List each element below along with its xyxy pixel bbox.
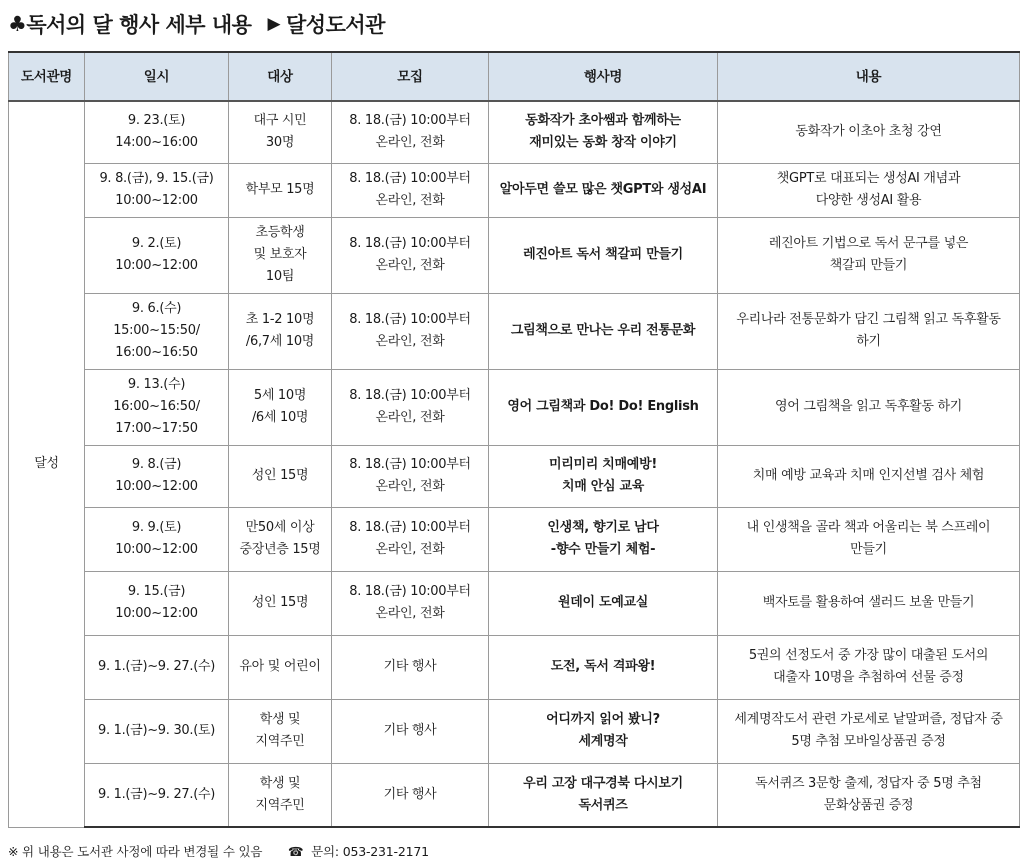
library-name-cell: 달성 — [9, 101, 85, 827]
recruit-cell-text: 기타 행사 — [383, 723, 437, 738]
event-name-cell — [489, 369, 718, 445]
date-cell — [85, 163, 229, 217]
event-name-cell — [489, 635, 718, 699]
target-cell — [229, 217, 332, 293]
event-name-cell — [489, 507, 718, 571]
table-row — [9, 101, 1020, 163]
date-cell — [85, 571, 229, 635]
content-cell — [718, 101, 1020, 163]
content-cell — [718, 507, 1020, 571]
header-event: 행사명 — [489, 52, 718, 101]
footnote-note: ※ 위 내용은 도서관 사정에 따라 변경될 수 있음 — [8, 844, 263, 859]
event-name-cell-text: 동화작가 초아쌤과 함께하는 재미있는 동화 창작 이야기 — [525, 113, 681, 151]
date-cell-text: 9. 9.(토) 10:00~12:00 — [115, 520, 198, 557]
event-name-cell-text: 도전, 독서 격파왕! — [550, 659, 656, 674]
recruit-cell — [332, 217, 489, 293]
event-name-cell — [489, 217, 718, 293]
content-cell-text: 백자토를 활용하여 샐러드 보울 만들기 — [762, 595, 975, 610]
content-cell-text: 챗GPT로 대표되는 생성AI 개념과 다양한 생성AI 활용 — [776, 171, 961, 208]
target-cell-text: 성인 15명 — [251, 595, 309, 610]
recruit-cell-text: 기타 행사 — [383, 786, 437, 802]
recruit-cell-text: 8. 18.(금) 10:00부터 온라인, 전화 — [349, 312, 471, 349]
event-name-cell-text: 영어 그림책과 Do! Do! English — [507, 399, 699, 414]
date-cell-text: 9. 1.(금)~9. 30.(토) — [97, 723, 216, 738]
recruit-cell — [332, 163, 489, 217]
recruit-cell — [332, 635, 489, 699]
recruit-cell — [332, 763, 489, 827]
date-cell — [85, 369, 229, 445]
content-cell — [718, 763, 1020, 827]
target-cell — [229, 369, 332, 445]
club-icon: ♣ — [8, 12, 27, 36]
date-cell-text: 9. 15.(금) 10:00~12:00 — [115, 584, 198, 621]
date-cell-text: 9. 13.(수) 16:00~16:50/ 17:00~17:50 — [113, 377, 200, 436]
event-name-cell — [489, 763, 718, 827]
event-name-cell-text: 레진아트 독서 책갈피 만들기 — [523, 247, 683, 262]
target-cell-text: 초 1-2 10명 /6,7세 10명 — [245, 312, 315, 349]
title-text: 독서의 달 행사 세부 내용 — [26, 13, 252, 37]
target-cell-text: 학생 및 지역주민 — [255, 712, 305, 749]
content-cell — [718, 163, 1020, 217]
recruit-cell-text: 8. 18.(금) 10:00부터 온라인, 전화 — [349, 584, 471, 621]
date-cell-text: 9. 8.(금) 10:00~12:00 — [115, 457, 198, 494]
content-cell — [718, 699, 1020, 763]
target-cell — [229, 293, 332, 369]
recruit-cell-text: 8. 18.(금) 10:00부터 온라인, 전화 — [349, 171, 471, 208]
target-cell — [229, 571, 332, 635]
recruit-cell — [332, 369, 489, 445]
arrow-right-icon: ▶ — [267, 14, 281, 34]
header-target: 대상 — [229, 52, 332, 101]
target-cell — [229, 763, 332, 827]
table-row — [9, 699, 1020, 763]
target-cell-text: 학생 및 지역주민 — [255, 775, 305, 813]
event-name-cell-text: 인생책, 향기로 남다 -향수 만들기 체험- — [547, 520, 659, 557]
content-cell — [718, 635, 1020, 699]
date-cell — [85, 635, 229, 699]
target-cell — [229, 445, 332, 507]
recruit-cell-text: 8. 18.(금) 10:00부터 온라인, 전화 — [349, 457, 471, 494]
content-cell — [718, 293, 1020, 369]
target-cell-text: 5세 10명 /6세 10명 — [251, 388, 309, 425]
table-row — [9, 571, 1020, 635]
event-name-cell-text: 우리 고장 대구경북 다시보기 독서퀴즈 — [523, 775, 683, 813]
target-cell — [229, 699, 332, 763]
content-cell-text: 5권의 선정도서 중 가장 많이 대출된 도서의 대출자 10명을 추첨하여 선물 증정 — [748, 648, 989, 685]
contact-info: 문의: 053-231-2171 — [311, 844, 429, 859]
content-cell — [718, 445, 1020, 507]
date-cell-text: 9. 6.(수) 15:00~15:50/ 16:00~16:50 — [113, 301, 200, 360]
date-cell-text: 9. 1.(금)~9. 27.(수) — [97, 786, 216, 802]
library-title: 달성도서관 — [286, 13, 385, 37]
event-name-cell-text: 그림책으로 만나는 우리 전통문화 — [510, 323, 696, 338]
event-name-cell — [489, 293, 718, 369]
content-cell-text: 레진아트 기법으로 독서 문구를 넣은 책갈피 만들기 — [768, 236, 969, 273]
table-row — [9, 369, 1020, 445]
content-cell-text: 동화작가 이초아 초청 강연 — [795, 124, 942, 140]
phone-icon: ☎ — [288, 844, 304, 859]
date-cell — [85, 763, 229, 827]
target-cell-text: 유아 및 어린이 — [239, 659, 321, 674]
content-cell — [718, 369, 1020, 445]
content-cell — [718, 571, 1020, 635]
recruit-cell-text: 8. 18.(금) 10:00부터 온라인, 전화 — [349, 236, 471, 273]
recruit-cell-text: 기타 행사 — [383, 659, 437, 674]
table-row — [9, 763, 1020, 827]
header-content: 내용 — [718, 52, 1020, 101]
recruit-cell-text: 8. 18.(금) 10:00부터 온라인, 전화 — [349, 520, 471, 557]
event-name-cell-text: 어디까지 읽어 봤니? 세계명작 — [546, 712, 660, 749]
table-row — [9, 217, 1020, 293]
target-cell — [229, 635, 332, 699]
target-cell-text: 초등학생 및 보호자 10팀 — [253, 225, 307, 284]
event-name-cell — [489, 101, 718, 163]
recruit-cell — [332, 699, 489, 763]
event-name-cell — [489, 571, 718, 635]
table-row — [9, 635, 1020, 699]
footnote — [8, 842, 429, 860]
table-row — [9, 507, 1020, 571]
content-cell-text: 치매 예방 교육과 치매 인지선별 검사 체험 — [752, 468, 985, 483]
date-cell-text: 9. 1.(금)~9. 27.(수) — [97, 659, 216, 674]
content-cell-text: 독서퀴즈 3문항 출제, 정답자 중 5명 추첨 문화상품권 증정 — [755, 775, 982, 813]
recruit-cell — [332, 445, 489, 507]
date-cell — [85, 445, 229, 507]
page-title — [8, 6, 385, 42]
recruit-cell — [332, 507, 489, 571]
recruit-cell — [332, 571, 489, 635]
content-cell-text: 세계명작도서 관련 가로세로 낱말퍼즐, 정답자 중 5명 추첨 모바일상품권 증정 — [734, 712, 1003, 749]
recruit-cell-text: 8. 18.(금) 10:00부터 온라인, 전화 — [349, 388, 471, 425]
date-cell — [85, 217, 229, 293]
header-date: 일시 — [85, 52, 229, 101]
table-row — [9, 163, 1020, 217]
header-library: 도서관명 — [9, 52, 85, 101]
content-cell-text: 내 인생책을 골라 책과 어울리는 북 스프레이 만들기 — [746, 520, 991, 557]
table-header-row — [9, 52, 1020, 101]
date-cell-text: 9. 23.(토) 14:00~16:00 — [115, 113, 198, 151]
content-cell — [718, 217, 1020, 293]
content-cell-text: 영어 그림책을 읽고 독후활동 하기 — [775, 399, 962, 414]
target-cell — [229, 101, 332, 163]
content-cell-text: 우리나라 전통문화가 담긴 그림책 읽고 독후활동 하기 — [736, 312, 1001, 349]
date-cell-text: 9. 8.(금), 9. 15.(금) 10:00~12:00 — [99, 171, 214, 208]
date-cell — [85, 293, 229, 369]
table-row — [9, 445, 1020, 507]
date-cell-text: 9. 2.(토) 10:00~12:00 — [115, 236, 198, 273]
target-cell-text: 대구 시민 30명 — [253, 113, 307, 151]
event-name-cell-text: 알아두면 쓸모 많은 챗GPT와 생성AI — [499, 182, 707, 197]
event-name-cell-text: 미리미리 치매예방! 치매 안심 교육 — [549, 457, 657, 494]
event-name-cell — [489, 163, 718, 217]
event-schedule-table — [8, 51, 1020, 828]
event-name-cell — [489, 445, 718, 507]
target-cell-text: 학부모 15명 — [245, 182, 315, 197]
recruit-cell-text: 8. 18.(금) 10:00부터 온라인, 전화 — [349, 113, 471, 151]
header-recruit: 모집 — [332, 52, 489, 101]
target-cell-text: 만50세 이상 중장년층 15명 — [239, 520, 321, 557]
target-cell — [229, 507, 332, 571]
date-cell — [85, 101, 229, 163]
target-cell — [229, 163, 332, 217]
recruit-cell — [332, 293, 489, 369]
date-cell — [85, 699, 229, 763]
event-name-cell — [489, 699, 718, 763]
target-cell-text: 성인 15명 — [251, 468, 309, 483]
table-row — [9, 293, 1020, 369]
event-name-cell-text: 원데이 도예교실 — [557, 595, 649, 610]
date-cell — [85, 507, 229, 571]
recruit-cell — [332, 101, 489, 163]
